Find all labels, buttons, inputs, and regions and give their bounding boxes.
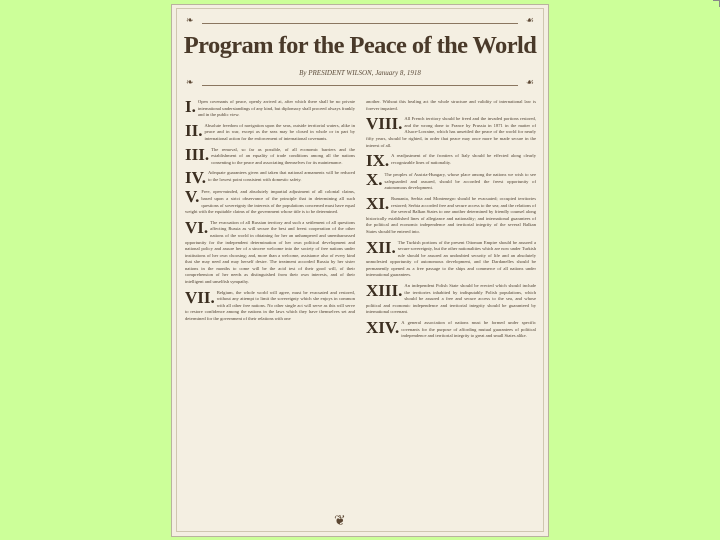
point-text: A readjustment of the frontiers of Italy should be effected along clearly recognizable lines of nationality.: [391, 153, 536, 165]
point-numeral: VII.: [185, 289, 215, 307]
point-item: [185, 220, 355, 286]
top-rule: [202, 23, 518, 24]
bottom-flourish-icon: ❦: [334, 514, 346, 529]
point-text: The removal, so far as possible, of all economic barriers and the establishment of an equality of trade conditions among all the nations consenting to the peace and associating themselves for its maintenance.: [211, 146, 355, 165]
point-item: [366, 320, 536, 340]
point-numeral: II.: [185, 122, 203, 140]
point-item: [366, 172, 536, 192]
ornament-mid-left-icon: ❧: [186, 77, 194, 87]
ornament-top-right-icon: ☙: [525, 15, 534, 25]
point-text: Rumania, Serbia and Montenegro should be evacuated; occupied territories restored; Serbia accorded free and secure access to the sea; and the relations of the several Balkan States to one another determined by friendly counsel along historically established lines of allegiance and nationality; and international guarantees of the political and economic independence and territorial integrity of the several Balkan States should be entered into.: [366, 195, 536, 234]
point-item: [366, 283, 536, 316]
window-corner-mark: [713, 0, 720, 7]
ornament-mid-right-icon: ☙: [525, 77, 534, 87]
point-text: Adequate guarantees given and taken that national armaments will be reduced to the lowest point consistent with domestic safety.: [207, 170, 355, 182]
point-numeral: VIII.: [366, 116, 403, 134]
point-text: Belgium, the whole world will agree, must be evacuated and restored, without any attempt to limit the sovereignty which she enjoys in common with all other free nations. No other single act will serve as this will serve to restore confidence among the nations in the laws which they have themselves set and determined for the government of their relations with one: [185, 289, 355, 322]
title-rule: [202, 85, 518, 86]
point-numeral: III.: [185, 146, 210, 164]
point-item: [185, 290, 355, 323]
point-text: The peoples of Austria-Hungary, whose place among the nations we wish to see safeguarded and assured, should be accorded the freest opportunity of autonomous development.: [384, 172, 536, 191]
point-text: The evacuation of all Russian territory and such a settlement of all questions affecting Russia as will secure the best and freest cooperation of the other nations of the world in obtaining for her an unhampered and unembarrassed opportunity for the independent determination of her own political development and national policy and assure her of a sincere welcome into the society of free nations under institutions of her own choosing; and, more than a welcome, assistance also of every kind that she may need and may herself desire. The treatment accorded Russia by her sister nations in the months to come will be the acid test of their good will, of their comprehension of her needs as distinguished from their own interests, and of their intelligent and unselfish sympathy.: [185, 219, 355, 285]
right-column: [366, 99, 536, 344]
point-text: Free, open-minded, and absolutely impartial adjustment of all colonial claims, based upon a strict observance of the principle that in determining all such questions of sovereignty the interests of the populations concerned must have equal weight with the equitable claims of the government whose title is to be determined.: [185, 189, 355, 215]
point-text: A general association of nations must be formed under specific covenants for the purpose of affording mutual guarantees of political independence and territorial integrity to great and small States alike.: [401, 320, 536, 339]
document-byline: By PRESIDENT WILSON, January 8, 1918: [299, 69, 421, 77]
point-item: [366, 116, 536, 149]
point-item: [366, 153, 536, 168]
point-numeral: IX.: [366, 153, 390, 169]
point-item: [366, 99, 536, 112]
point-numeral: XIII.: [366, 283, 403, 301]
left-column: [185, 99, 355, 327]
point-item: [366, 196, 536, 236]
point-numeral: XI.: [366, 195, 390, 213]
point-item: [366, 240, 536, 280]
point-item: [185, 189, 355, 215]
point-item: [185, 147, 355, 167]
point-item: [185, 99, 355, 119]
point-numeral: V.: [185, 189, 200, 207]
point-numeral: IV.: [185, 170, 206, 186]
point-numeral: XII.: [366, 239, 396, 257]
document-page: [172, 5, 548, 536]
point-item: [185, 170, 355, 185]
point-text: An independent Polish State should be erected which should include the territories inhabited by indisputably Polish populations, which should be assured a free and secure access to the sea, and whose political and economic independence and territorial integrity should be guaranteed by international covenant.: [366, 283, 536, 315]
point-numeral: X.: [366, 172, 383, 190]
point-text: Absolute freedom of navigation upon the seas, outside territorial waters, alike in peace and in war, except as the seas may be closed in whole or in part by international action for the enforcement of international covenants.: [204, 122, 355, 141]
point-numeral: VI.: [185, 219, 209, 237]
point-numeral: I.: [185, 99, 196, 116]
point-item: [185, 123, 355, 143]
point-numeral: XIV.: [366, 320, 400, 338]
ornament-top-left-icon: ❧: [186, 15, 194, 25]
document-title: Program for the Peace of the World: [183, 32, 537, 59]
point-text: All French territory should be freed and the invaded portions restored, and the wrong done to France by Prussia in 1871 in the matter of Alsace-Lorraine, which has unsettled the peace of the world for nearly fifty years, should be righted, in order that peace may once more be made secure in the interest of all.: [366, 116, 536, 148]
point-text: The Turkish portions of the present Ottoman Empire should be assured a secure sovereignty, but the other nationalities which are now under Turkish rule should be assured an undoubted security of life and an absolutely unmolested opportunity of autonomous development, and the Dardanelles should be permanently opened as a free passage to the ships and commerce of all nations under international guarantees.: [366, 239, 536, 278]
point-text: another. Without this healing act the whole structure and validity of international law is forever impaired.: [366, 99, 536, 111]
point-text: Open covenants of peace, openly arrived at, after which there shall be no private international understandings of any kind, but diplomacy shall proceed always frankly and in the public view.: [197, 99, 355, 118]
